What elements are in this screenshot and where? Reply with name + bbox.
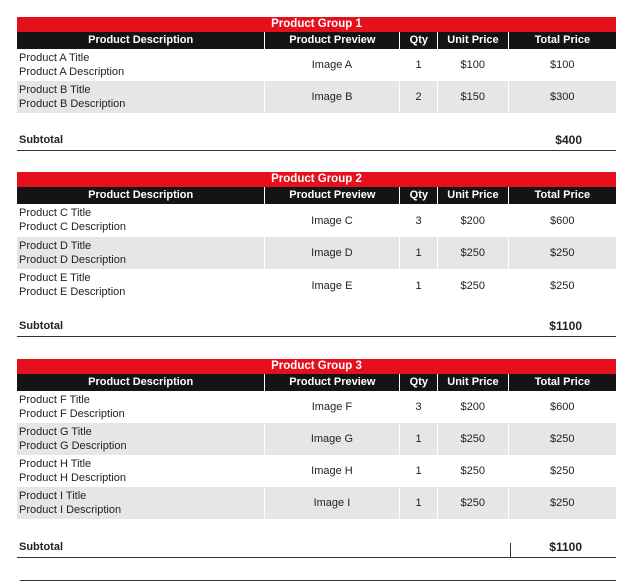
group-title: Product Group 2 [17,172,616,187]
qty: 2 [400,81,438,113]
col-description-header: Product Description [17,32,265,49]
product-description: Product D Description [19,254,126,266]
table-row [17,237,616,269]
unit-price: $250 [438,423,509,455]
qty: 1 [400,423,438,455]
col-total-price-header: Total Price [534,189,591,201]
product-title: Product I Title [19,490,87,502]
product-preview: Image D [265,237,400,269]
product-description: Product C Description [19,221,126,233]
unit-price: $250 [438,269,509,302]
subtotal-label: Subtotal [19,134,63,146]
subtotal-label: Subtotal [19,541,63,553]
table-row [17,49,616,81]
product-description: Product H Description [19,472,126,484]
product-description: Product G Description [19,440,127,452]
product-title: Product B Title [19,84,91,96]
col-qty-header: Qty [400,187,438,204]
qty: 3 [400,391,438,423]
total-price: $250 [550,497,575,509]
product-title: Product E Title [19,272,91,284]
product-preview: Image A [265,49,400,81]
table-row [17,391,616,423]
product-preview: Image G [265,423,400,455]
product-description: Product I Description [19,504,122,516]
qty: 3 [400,204,438,237]
product-group-1 [17,17,616,113]
unit-price: $250 [438,455,509,487]
subtotal-label: Subtotal [19,320,63,332]
product-title: Product F Title [19,394,90,406]
qty: 1 [400,455,438,487]
subtotal-amount: $1100 [549,540,582,554]
total-price: $250 [550,433,575,445]
col-total-price-header: Total Price [534,34,591,46]
bottom-divider [20,580,616,581]
table-row [17,423,616,455]
qty: 1 [400,49,438,81]
product-preview: Image H [265,455,400,487]
col-qty-header: Qty [400,374,438,391]
total-price: $300 [550,91,575,103]
product-preview: Image E [265,269,400,302]
product-preview: Image B [265,81,400,113]
qty: 1 [400,487,438,519]
product-group-3 [17,359,616,519]
product-preview: Image C [265,204,400,237]
subtotal-amount: $400 [555,133,582,147]
col-preview-header: Product Preview [265,374,400,391]
table-header [17,374,616,391]
product-group-2 [17,172,616,302]
unit-price: $250 [438,487,509,519]
table-header [17,32,616,49]
unit-price: $250 [438,237,509,269]
total-price: $100 [550,59,575,71]
col-total-price-header: Total Price [534,376,591,388]
group-title: Product Group 3 [17,359,616,374]
product-title: Product G Title [19,426,92,438]
qty: 1 [400,237,438,269]
unit-price: $100 [438,49,509,81]
product-preview: Image I [265,487,400,519]
subtotal-amount: $1100 [549,319,582,333]
table-header [17,187,616,204]
unit-price: $200 [438,391,509,423]
subtotal-divider [510,543,511,558]
product-description: Product A Description [19,66,125,78]
total-price: $600 [550,401,575,413]
total-price: $250 [550,279,575,292]
col-unit-price-header: Unit Price [438,187,509,204]
table-row [17,81,616,113]
col-description-header: Product Description [17,374,265,391]
product-description: Product F Description [19,408,125,420]
col-preview-header: Product Preview [265,32,400,49]
col-preview-header: Product Preview [265,187,400,204]
table-row [17,455,616,487]
table-row [17,487,616,519]
col-unit-price-header: Unit Price [438,374,509,391]
subtotal-row [17,134,616,151]
qty: 1 [400,269,438,302]
product-title: Product H Title [19,458,92,470]
subtotal-row [17,320,616,337]
total-price: $250 [550,247,575,259]
table-row [17,269,616,302]
product-title: Product C Title [19,207,92,219]
col-qty-header: Qty [400,32,438,49]
product-description: Product E Description [19,286,126,298]
product-description: Product B Description [19,98,126,110]
product-title: Product D Title [19,240,92,252]
total-price: $250 [550,465,575,477]
product-preview: Image F [265,391,400,423]
subtotal-row [17,541,616,558]
col-unit-price-header: Unit Price [438,32,509,49]
group-title: Product Group 1 [17,17,616,32]
total-price: $600 [550,214,575,227]
unit-price: $150 [438,81,509,113]
unit-price: $200 [438,204,509,237]
col-description-header: Product Description [17,187,265,204]
product-title: Product A Title [19,52,90,64]
table-row [17,204,616,237]
